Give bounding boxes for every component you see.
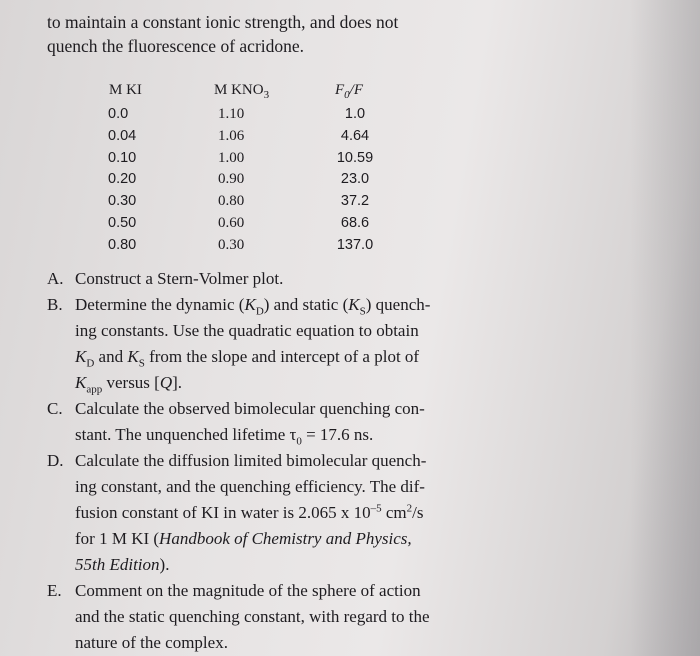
question-text: Construct a Stern-Volmer plot. xyxy=(75,269,284,288)
question-e xyxy=(47,578,487,656)
question-text: $K_D$ and $K_S$ from the slope and intercept of a plot of xyxy=(75,347,420,370)
table-cell: 23.0 xyxy=(340,171,370,188)
intro-line: to maintain a constant ionic strength, and does not xyxy=(47,12,399,32)
table-cell: 4.64 xyxy=(340,127,370,144)
question-text: 55th Edition). xyxy=(75,555,170,574)
column-m-kno3 xyxy=(218,104,244,257)
table-cell: 0.60 xyxy=(218,214,245,231)
table-cell: 0.80 xyxy=(218,193,245,210)
question-text: Determine the dynamic $(K_D)$ and static $(K_S)$ quench- xyxy=(75,295,431,318)
table-cell: 0.10 xyxy=(108,149,137,166)
intro-line: quench the fluorescence of acridone. xyxy=(47,36,305,56)
question-text: fusion constant of KI in water is 2.065 x $10^{-5}$ $cm^2/s$ xyxy=(75,502,424,522)
question-letter: B. xyxy=(47,295,63,314)
table-cell: 0.0 xyxy=(108,106,129,122)
table-cell: 0.20 xyxy=(108,171,137,188)
column-m-ki xyxy=(108,104,136,257)
question-text: and the static quenching constant, with regard to the xyxy=(75,607,430,626)
question-text: stant. The unquenched lifetime $\tau_0 = 17.6$ ns. xyxy=(75,425,374,448)
table-cell: 1.06 xyxy=(218,127,245,144)
question-text: nature of the complex. xyxy=(75,633,228,652)
table-cell: 0.30 xyxy=(218,236,245,253)
table-cell: 10.59 xyxy=(336,149,374,166)
question-text: Comment on the magnitude of the sphere of action xyxy=(75,581,421,600)
page-edge-shadow xyxy=(630,0,700,656)
table-cell: 0.30 xyxy=(108,193,137,210)
question-text: Calculate the observed bimolecular quenching con- xyxy=(75,399,425,418)
question-letter: C. xyxy=(47,399,63,418)
question-list xyxy=(47,266,487,656)
question-letter: A. xyxy=(47,269,64,288)
question-text: $K_{app}$ versus [Q]. xyxy=(75,373,183,396)
question-letter: D. xyxy=(47,451,64,470)
question-a xyxy=(47,266,487,292)
table-cell: 137.0 xyxy=(336,236,374,253)
table-cell: 37.2 xyxy=(340,193,370,210)
question-d xyxy=(47,448,487,578)
table-cell: 1.10 xyxy=(218,106,245,122)
table-cell: 68.6 xyxy=(340,214,370,231)
column-f0-over-f xyxy=(330,104,380,257)
table-cell: 0.04 xyxy=(108,127,137,144)
question-c xyxy=(47,396,487,448)
question-text: for 1 M KI (Handbook of Chemistry and Physics, xyxy=(75,529,412,548)
header-m-ki: M KI xyxy=(109,82,142,98)
question-b xyxy=(47,292,487,396)
header-f0-over-f: $F_0/F$ xyxy=(335,82,364,101)
question-text: ing constants. Use the quadratic equation to obtain xyxy=(75,321,419,340)
table-cell: 1.0 xyxy=(344,106,366,122)
table-cell: 0.80 xyxy=(108,236,137,253)
table-cell: 1.00 xyxy=(218,149,245,166)
question-letter: E. xyxy=(47,581,62,600)
question-text: ing constant, and the quenching efficiency. The dif- xyxy=(75,477,425,496)
table-cell: 0.50 xyxy=(108,214,137,231)
question-text: Calculate the diffusion limited bimolecular quench- xyxy=(75,451,427,470)
table-cell: 0.90 xyxy=(218,171,245,188)
header-m-kno3: M $KNO_3$ xyxy=(214,82,270,101)
intro-paragraph xyxy=(47,10,487,58)
